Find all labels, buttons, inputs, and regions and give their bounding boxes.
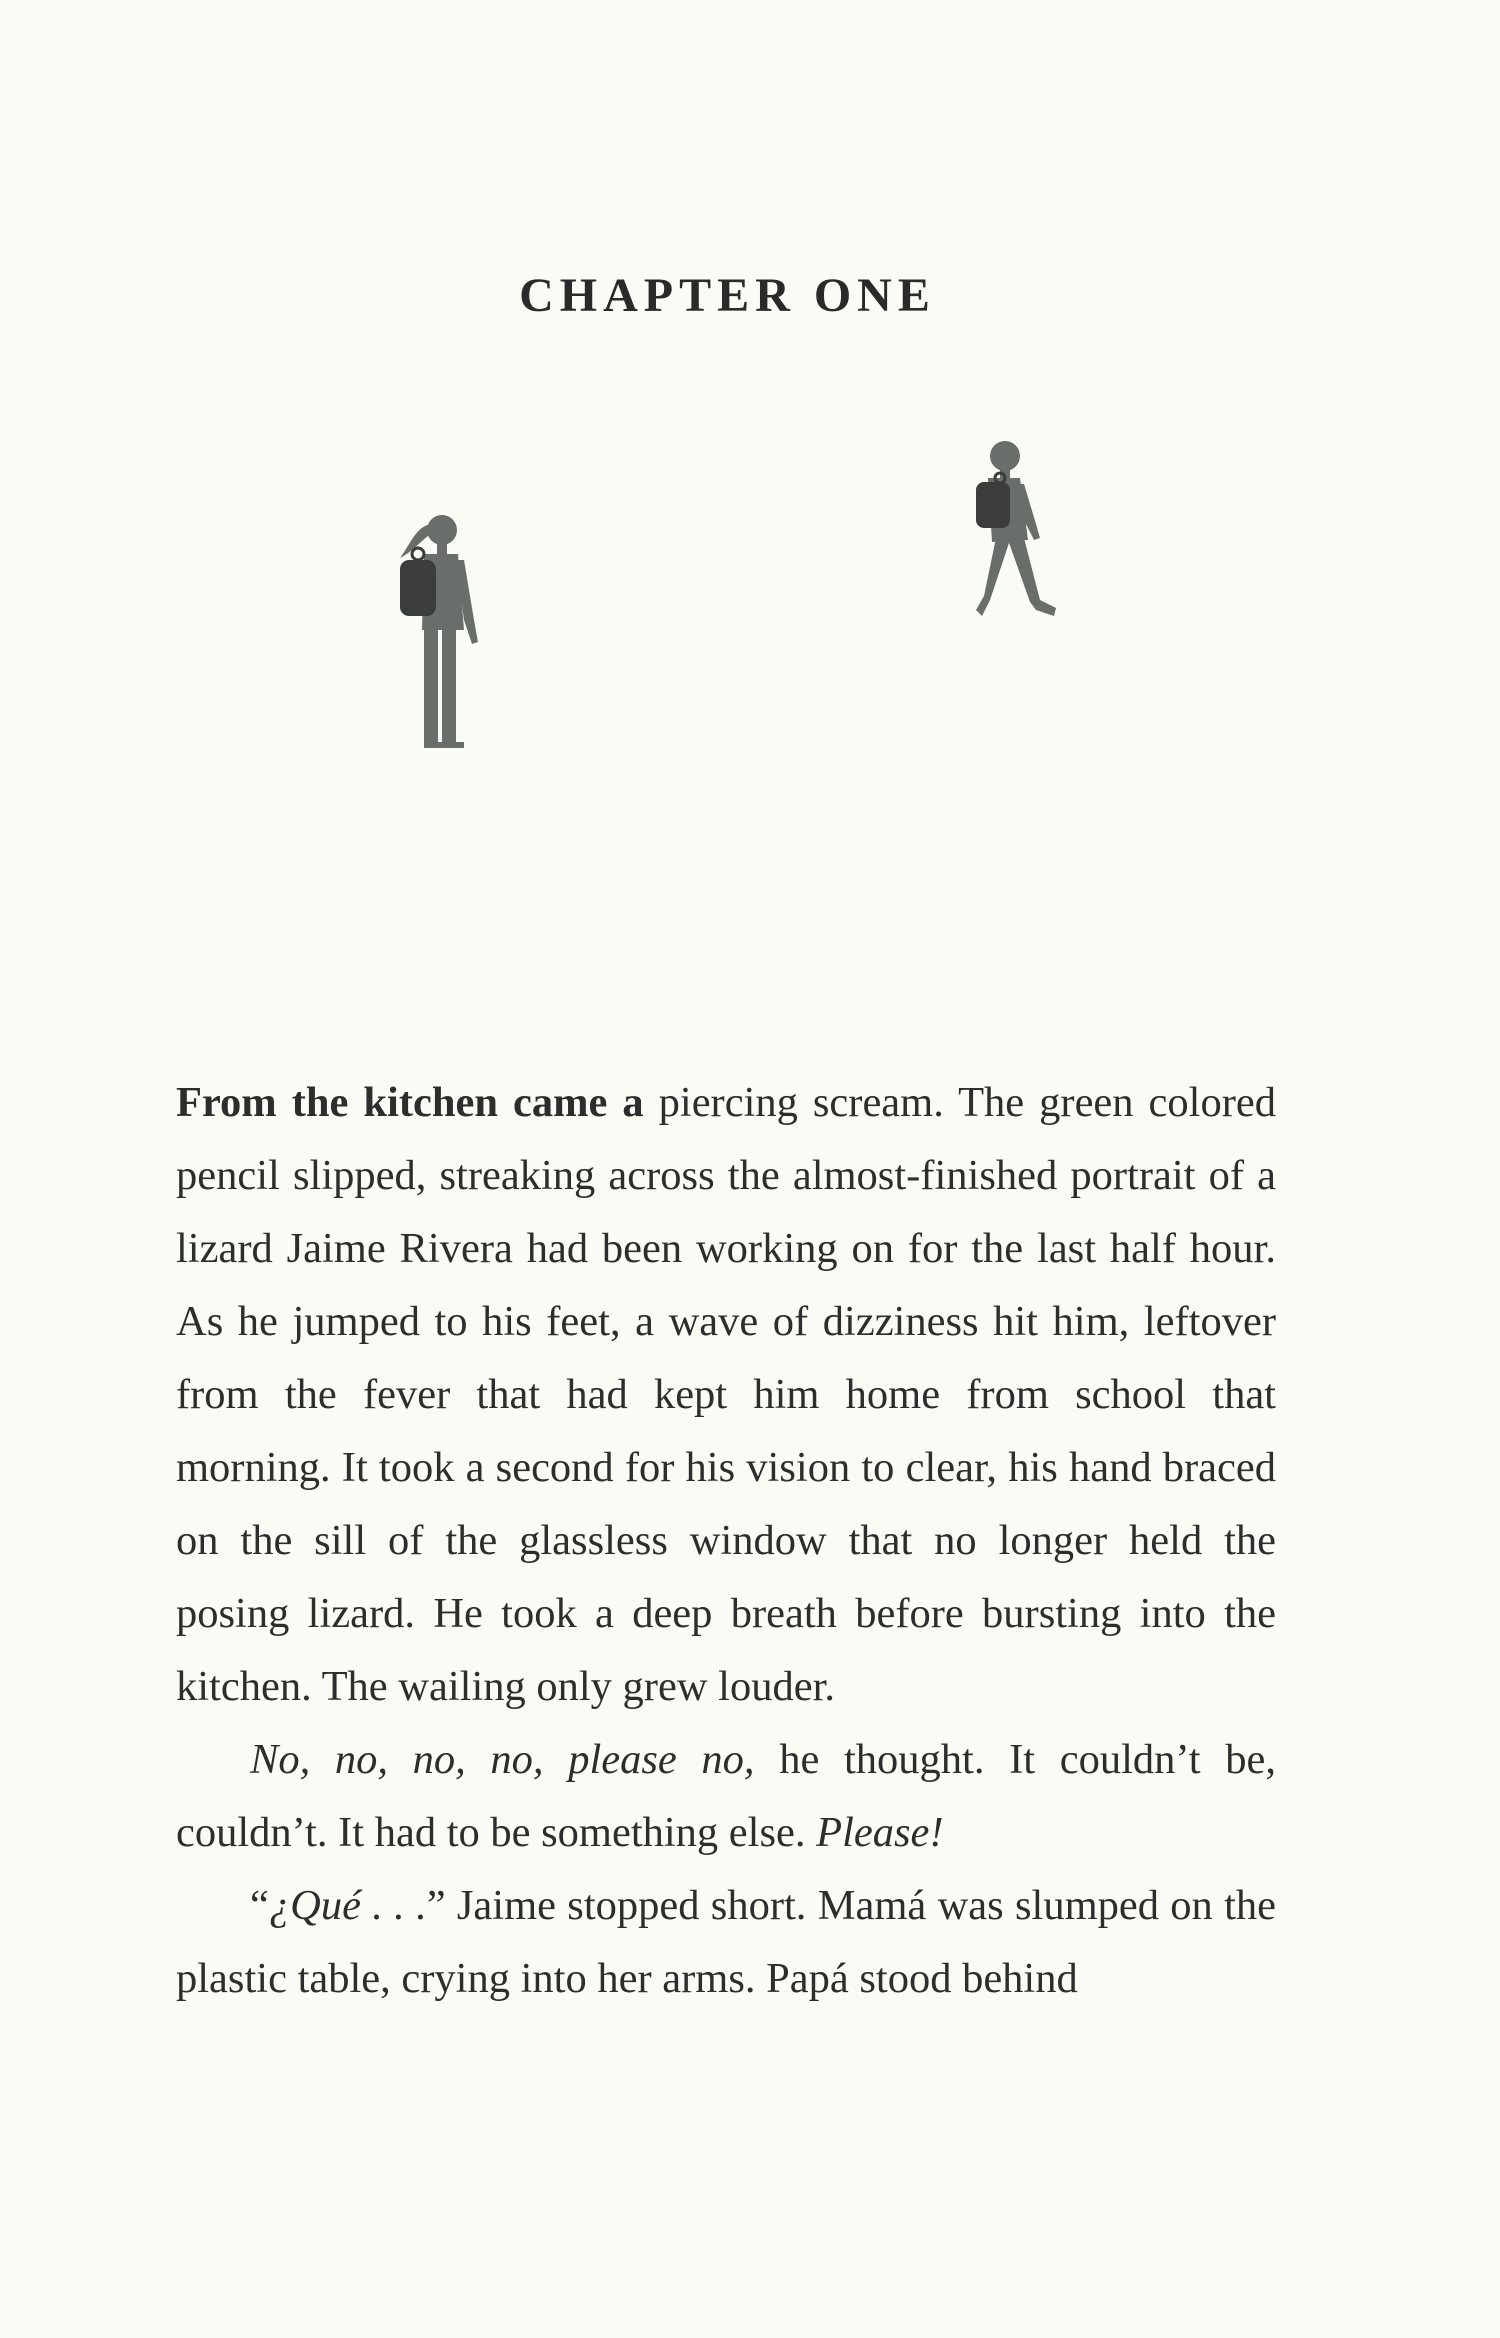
paragraph-3-text: ” Jaime stopped short. Mamá was slumped on the plastic table, crying into her arms. Papá stood behind — [176, 1882, 1276, 2002]
paragraph-2-text: he thought. It couldn’t be, couldn’t. It had to be something else. — [176, 1736, 1276, 1856]
paragraph-lead-in: From the kitchen came a — [176, 1079, 644, 1126]
chapter-heading: CHAPTER ONE — [519, 269, 936, 322]
paragraph-2 — [176, 1723, 1276, 1869]
paragraph-1 — [176, 1066, 1276, 1723]
paragraph-3 — [176, 1869, 1276, 2015]
italic-spanish-question: ¿Qué . . . — [268, 1882, 427, 1929]
boy-figure — [976, 441, 1056, 616]
paragraph-1-text: piercing scream. The green colored pencil slipped, streaking across the almost-finished portrait of a lizard Jaime Rivera had been working on for the last half hour. As he jumped to his feet, a wave of dizziness hit him, leftover from the fever that had kept him home from school that morning. It took a second for his vision to clear, his hand braced on the sill of the glassless window that no longer held the posing lizard. He took a deep breath before bursting into the kitchen. The wailing only grew louder. — [176, 1079, 1276, 1710]
chapter-illustration — [360, 420, 1100, 760]
italic-thought: No, no, no, no, please no, — [250, 1736, 755, 1783]
chapter-text — [176, 1066, 1276, 2015]
italic-exclamation: Please! — [816, 1809, 944, 1856]
quote-open: “ — [250, 1882, 269, 1929]
